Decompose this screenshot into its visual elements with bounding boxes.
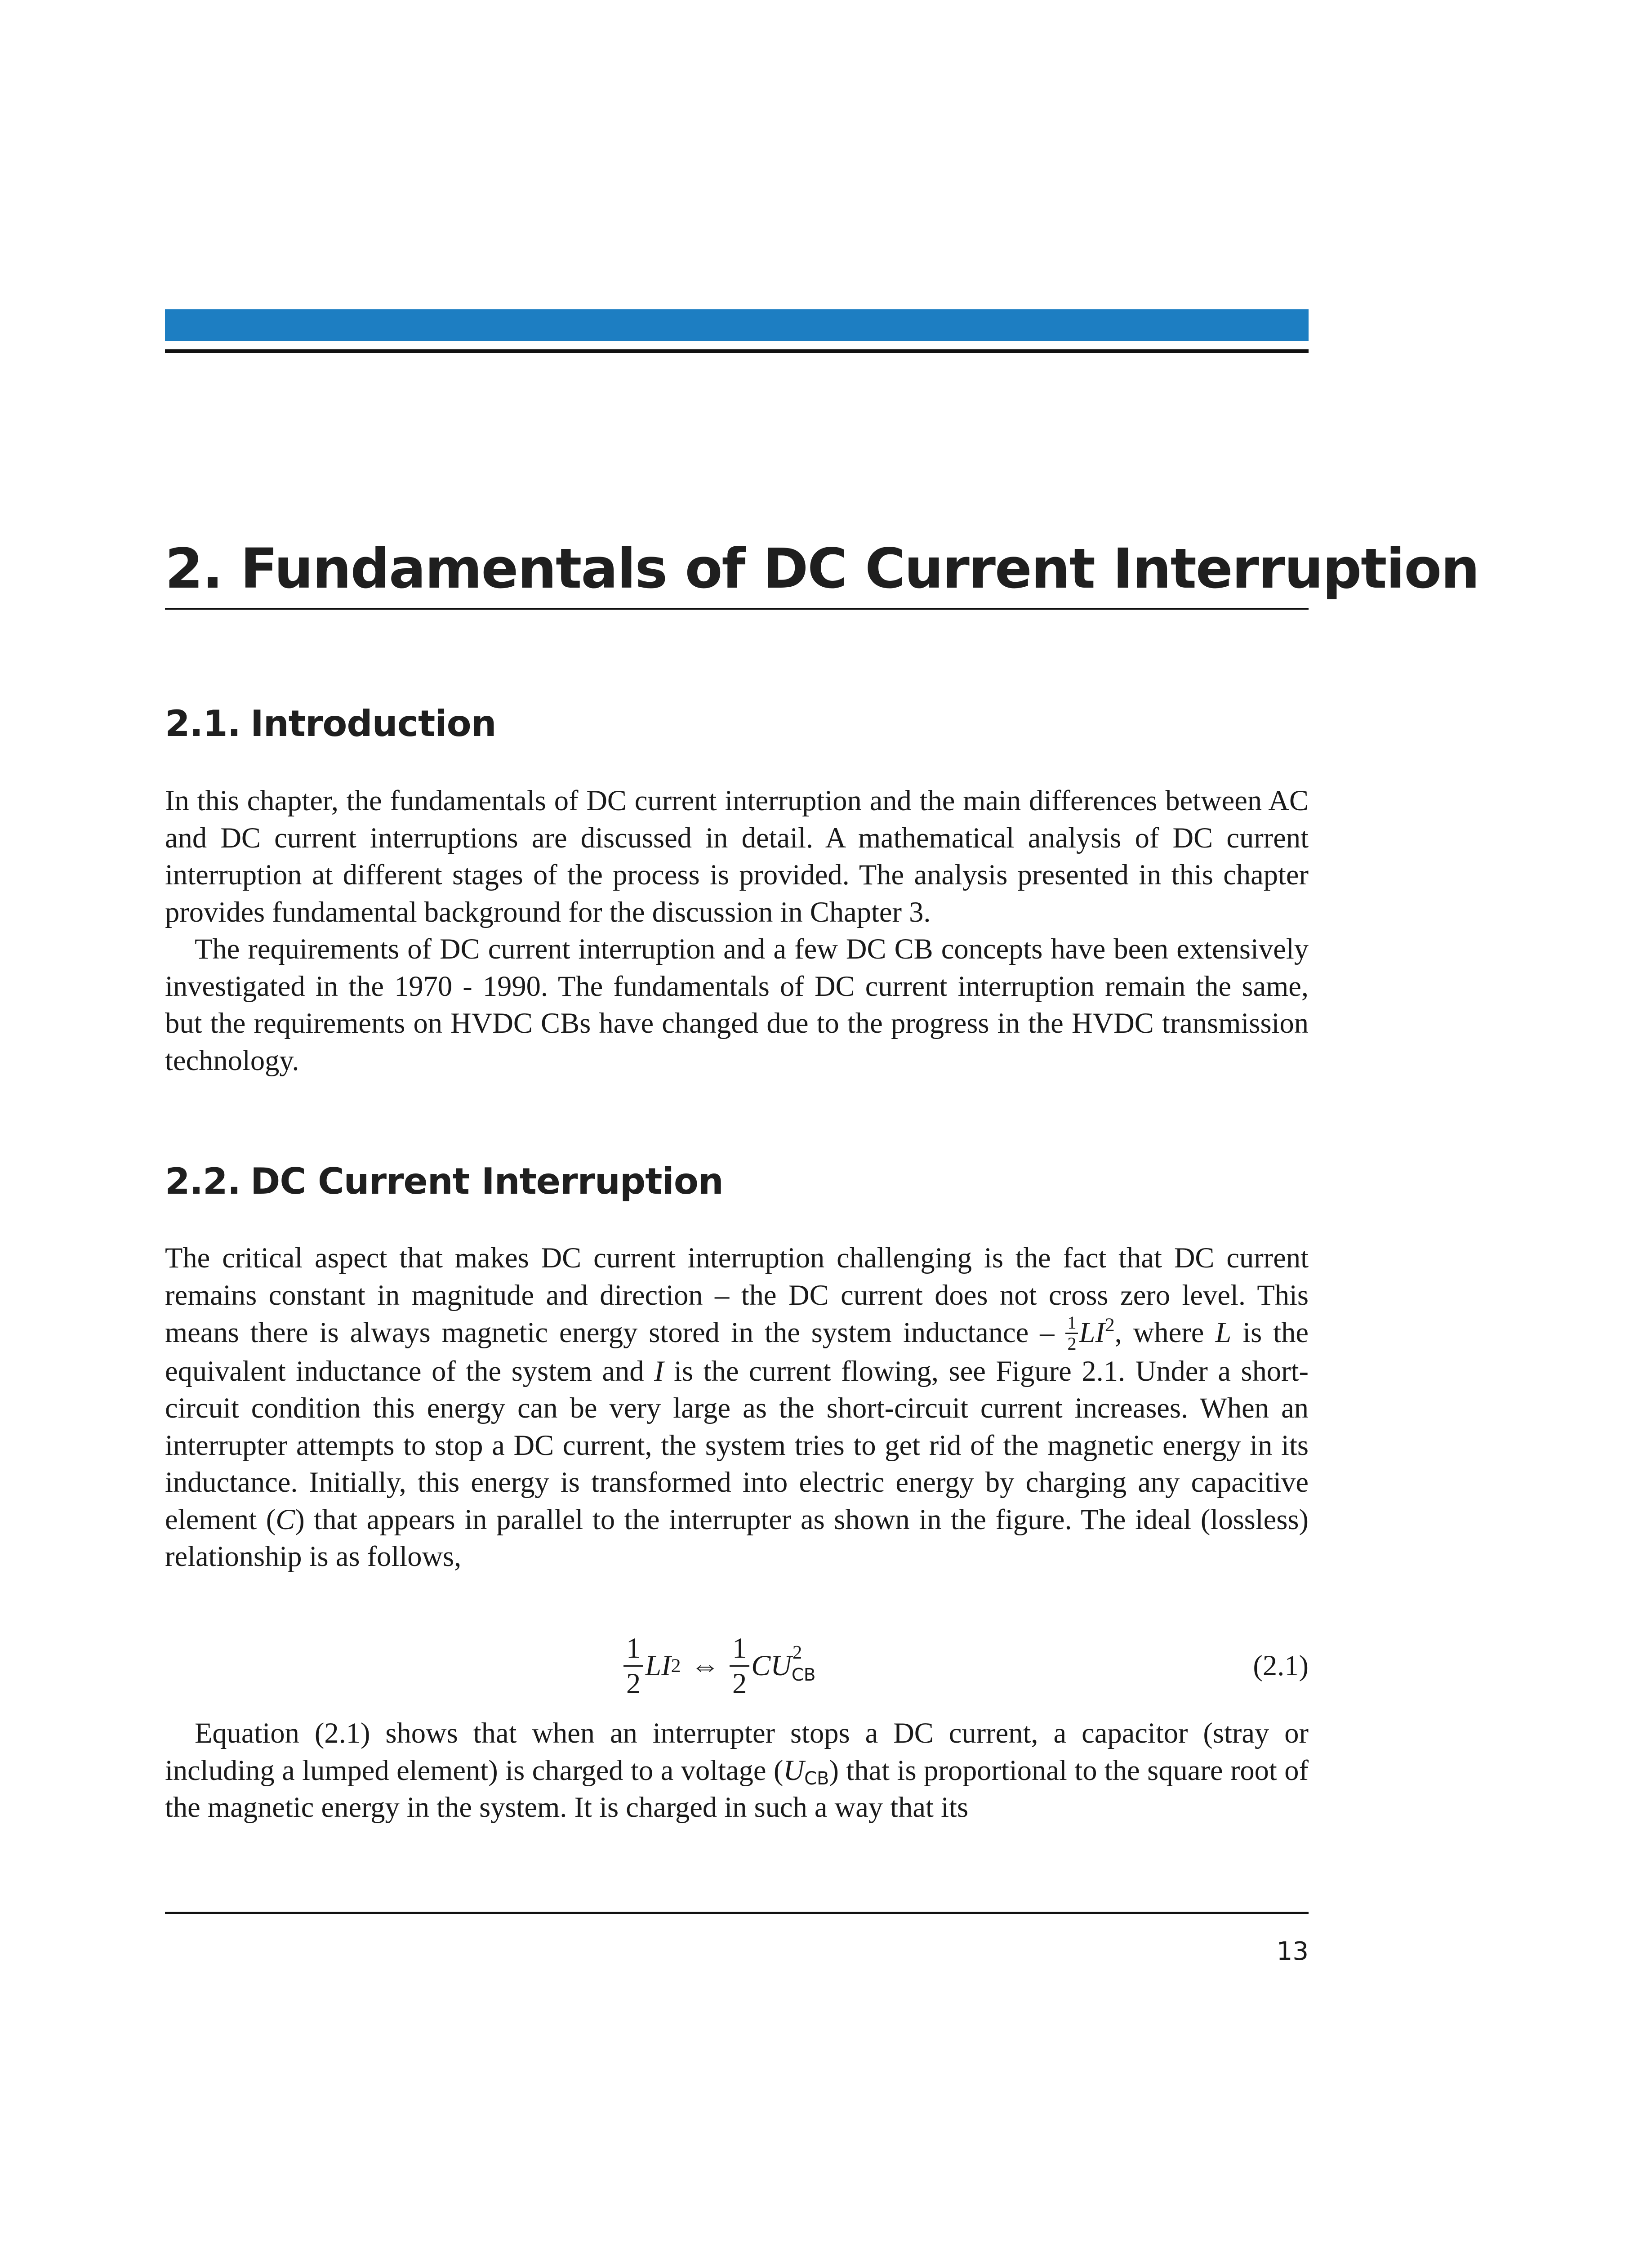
math-variable: L — [1215, 1316, 1232, 1349]
header-rule — [165, 349, 1309, 353]
introduction-paragraph-2: The requirements of DC current interruption and a few DC CB concepts have been extensively investigated in the 1970 - 1990. The fundamentals of DC current interruption remain the same, but the requirements on HVDC CBs have changed due to the progress in the HVDC transmission technology. — [165, 933, 1309, 1076]
math-variable: U — [783, 1754, 805, 1786]
section-title: Introduction — [250, 703, 496, 745]
fraction-numerator: 1 — [623, 1633, 643, 1667]
dc-interruption-body — [165, 1240, 1309, 1575]
math-subscript: CB — [791, 1664, 816, 1685]
math-exponent: 2 — [792, 1641, 802, 1663]
dc-interruption-paragraph-2 — [165, 1715, 1309, 1826]
text-run: is the current flowing, see Figure 2.1. Under a short-circuit condition this energy can be very large as the short-circuit current increases. When an interrupter attempts to stop a DC current, the system tries to get rid of the magnetic energy in its inductance. Initially, this energy is transformed into electric energy by charging any capacitive element ( — [165, 1355, 1309, 1535]
dc-interruption-paragraph-1 — [165, 1240, 1309, 1575]
equation-fraction-left — [623, 1633, 643, 1699]
section-title: DC Current Interruption — [250, 1160, 723, 1202]
text-run: is the equivalent inductance of the system and — [165, 1316, 1309, 1387]
equation-body: $\frac{1}{2}$ LI 2 ⇔ $\frac{1}{2}$ CU 2 CB — [623, 1628, 817, 1704]
math-variable: I — [654, 1355, 664, 1387]
section-heading-introduction — [165, 701, 1309, 746]
text-run: , where — [1114, 1316, 1216, 1349]
footer-rule — [165, 1912, 1309, 1914]
fraction-numerator: 1 — [1065, 1314, 1078, 1334]
math-variable: CU — [751, 1650, 792, 1682]
equation-2-1 — [165, 1628, 1309, 1704]
equation-fraction-right — [730, 1633, 749, 1699]
section-number: 2.2. — [165, 1160, 241, 1202]
inline-fraction — [1065, 1314, 1078, 1353]
math-variable: LI — [645, 1650, 671, 1682]
dc-interruption-body-continued — [165, 1715, 1309, 1826]
chapter-title-rule — [165, 608, 1309, 610]
text-run: ) that is proportional to the square root of the magnetic energy in the system. It is charged in such a way that its — [165, 1754, 1309, 1823]
section-number: 2.1. — [165, 703, 241, 745]
math-exponent: 2 — [1104, 1314, 1115, 1336]
fraction-denominator: 2 — [1067, 1333, 1077, 1354]
page-number: 13 — [1276, 1937, 1309, 1966]
math-variable: LI — [1079, 1316, 1105, 1349]
introduction-paragraph-1: In this chapter, the fundamentals of DC current interruption and the main differences between AC and DC current interruptions are discussed in detail. A mathematical analysis of DC current interruption at different stages of the process is provided. The analysis presented in this chapter provides fundamental background for the discussion in Chapter 3. — [165, 785, 1309, 928]
header-accent-band — [165, 309, 1309, 341]
sub-superscript-stack — [791, 1641, 817, 1685]
fraction-numerator: 1 — [730, 1633, 749, 1667]
equation-number: (2.1) — [1253, 1650, 1309, 1682]
equivalence-operator: ⇔ — [690, 1650, 720, 1682]
math-subscript: CB — [804, 1768, 829, 1789]
fraction-denominator: 2 — [732, 1667, 747, 1699]
text-run: The critical aspect that makes DC current interruption challenging is the fact that DC current remains constant in magnitude and direction – the DC current does not cross zero level. This means there is always magnetic energy stored in the system inductance – — [165, 1242, 1309, 1349]
chapter-title: 2. Fundamentals of DC Current Interruption — [165, 537, 1479, 601]
section-heading-dc-current-interruption — [165, 1159, 1309, 1204]
text-run: ) that appears in parallel to the interrupter as shown in the figure. The ideal (lossless) relationship is as follows, — [165, 1503, 1309, 1573]
math-variable: C — [276, 1503, 295, 1535]
introduction-body — [165, 782, 1309, 1079]
fraction-denominator: 2 — [626, 1667, 641, 1699]
text-run: Equation (2.1) shows that when an interrupter stops a DC current, a capacitor (stray or including a lumped element) is charged to a voltage ( — [165, 1717, 1309, 1786]
